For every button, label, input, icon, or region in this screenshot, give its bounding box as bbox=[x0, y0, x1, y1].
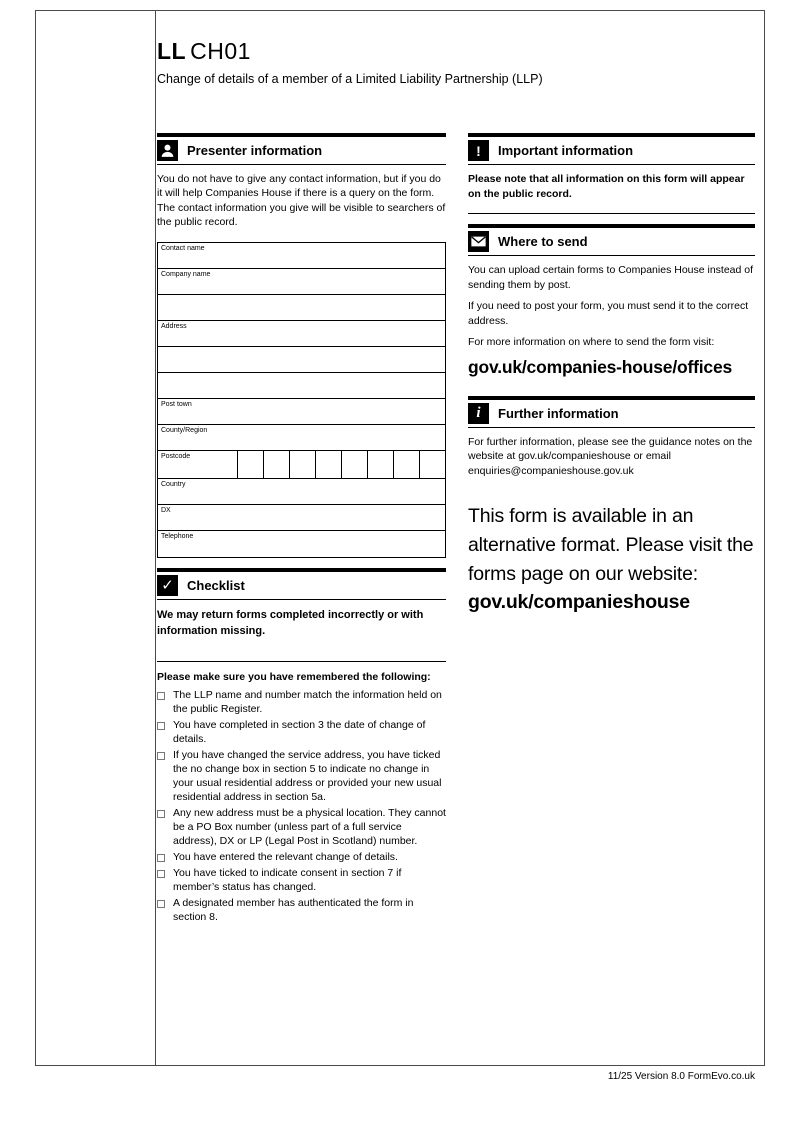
address-field[interactable] bbox=[158, 321, 445, 347]
presenter-fields bbox=[157, 242, 446, 558]
checklist-checkbox[interactable] bbox=[157, 722, 165, 730]
exclamation-icon: ! bbox=[468, 140, 489, 161]
field-label: Postcode bbox=[161, 452, 191, 460]
envelope-icon bbox=[468, 231, 489, 252]
county-region-field[interactable] bbox=[158, 425, 445, 451]
postcode-boxes bbox=[237, 451, 445, 478]
address-line-2-field[interactable] bbox=[158, 347, 445, 373]
postcode-char-box[interactable] bbox=[367, 451, 393, 478]
postcode-char-box[interactable] bbox=[237, 451, 263, 478]
important-note: Please note that all information on this form will appear on the public record. bbox=[468, 173, 745, 200]
checklist-item bbox=[157, 807, 446, 849]
where-to-send-paragraph: For more information on where to send the form visit: bbox=[468, 336, 715, 349]
checklist-item bbox=[157, 689, 446, 717]
field-label: Address bbox=[161, 322, 187, 330]
postcode-char-box[interactable] bbox=[393, 451, 419, 478]
where-to-send-section bbox=[468, 224, 755, 377]
address-line-3-field[interactable] bbox=[158, 373, 445, 399]
checklist-item-text: The LLP name and number match the information held on the public Register. bbox=[173, 689, 442, 716]
checklist-checkbox[interactable] bbox=[157, 692, 165, 700]
section-underline bbox=[157, 164, 446, 165]
person-icon bbox=[157, 140, 178, 161]
form-code-number: CH01 bbox=[190, 38, 251, 64]
left-column bbox=[157, 133, 446, 927]
section-underline bbox=[468, 164, 755, 165]
footer-version: 11/25 Version 8.0 FormEvo.co.uk bbox=[607, 1071, 755, 1082]
section-underline bbox=[468, 427, 755, 428]
form-title: Change of details of a member of a Limited Liability Partnership (LLP) bbox=[157, 72, 543, 86]
checklist-warning: We may return forms completed incorrectly or with information missing. bbox=[157, 608, 424, 637]
country-field[interactable] bbox=[158, 479, 445, 505]
checklist-checkbox[interactable] bbox=[157, 870, 165, 878]
postcode-char-box[interactable] bbox=[315, 451, 341, 478]
form-code bbox=[157, 38, 717, 65]
presenter-information-section bbox=[157, 133, 446, 558]
telephone-field[interactable] bbox=[158, 531, 445, 557]
post-town-field[interactable] bbox=[158, 399, 445, 425]
field-label: Company name bbox=[161, 270, 211, 278]
where-to-send-paragraph: If you need to post your form, you must send it to the correct address. bbox=[468, 300, 749, 327]
checklist-checkbox[interactable] bbox=[157, 810, 165, 818]
field-label: Country bbox=[161, 480, 186, 488]
field-label: County/Region bbox=[161, 426, 208, 434]
form-code-prefix: LL bbox=[157, 38, 187, 64]
checklist-item-text: Any new address must be a physical location. They cannot be a PO Box number (unless part of a full service address), DX or LP (Legal Post in Scotland) number. bbox=[173, 806, 446, 847]
checklist-divider bbox=[157, 661, 446, 662]
company-name-continued-field[interactable] bbox=[158, 295, 445, 321]
checklist-item bbox=[157, 851, 446, 865]
checklist-section bbox=[157, 568, 446, 925]
field-label: Post town bbox=[161, 400, 192, 408]
important-section-header bbox=[468, 137, 755, 164]
field-label: DX bbox=[161, 506, 171, 514]
section-title: Where to send bbox=[498, 234, 588, 250]
checklist-checkbox[interactable] bbox=[157, 752, 165, 760]
postcode-char-box[interactable] bbox=[341, 451, 367, 478]
checklist-item bbox=[157, 749, 446, 805]
right-column bbox=[468, 133, 755, 617]
checklist-item-text: If you have changed the service address, you have ticked the no change box in section 5 to indicate no change in your usual residential address or provided your new usual residential address in section 5a. bbox=[173, 749, 442, 803]
further-information-paragraph: For further information, please see the guidance notes on the website at gov.uk/companieshouse or email enquiries@companieshouse.gov.uk bbox=[468, 435, 753, 477]
field-label: Contact name bbox=[161, 244, 205, 252]
presenter-intro: You do not have to give any contact information, but if you do it will help Companies House if there is a query on the form. The contact information you give will be visible to searchers of the public record. bbox=[157, 173, 446, 229]
dx-field[interactable] bbox=[158, 505, 445, 531]
offices-url: gov.uk/companies-house/offices bbox=[468, 356, 733, 377]
checklist-item bbox=[157, 867, 446, 895]
postcode-char-box[interactable] bbox=[263, 451, 289, 478]
section-title: Important information bbox=[498, 143, 634, 158]
info-icon: i bbox=[468, 403, 489, 424]
form-header bbox=[157, 38, 717, 86]
important-information-section bbox=[468, 133, 755, 214]
section-title: Further information bbox=[498, 405, 619, 421]
checklist-section-header bbox=[157, 572, 446, 599]
checklist-instruction: Please make sure you have remembered the following: bbox=[157, 671, 431, 684]
checklist-item-text: You have completed in section 3 the date of change of details. bbox=[173, 719, 426, 746]
checklist-item bbox=[157, 719, 446, 747]
field-label: Telephone bbox=[161, 532, 194, 540]
alternative-format-text: This form is available in an alternative format. Please visit the forms page on our website: bbox=[468, 505, 754, 585]
further-information-section-header bbox=[468, 400, 755, 427]
important-divider bbox=[468, 213, 755, 214]
where-to-send-paragraph: You can upload certain forms to Companies House instead of sending them by post. bbox=[468, 264, 754, 291]
postcode-char-box[interactable] bbox=[289, 451, 315, 478]
section-title: Presenter information bbox=[187, 143, 323, 158]
section-underline bbox=[468, 255, 755, 256]
section-underline bbox=[157, 599, 446, 600]
where-to-send-section-header bbox=[468, 228, 755, 255]
checklist-checkbox[interactable] bbox=[157, 854, 165, 862]
alternative-format-notice bbox=[468, 502, 755, 617]
check-icon: ✓ bbox=[157, 575, 178, 596]
contact-name-field[interactable] bbox=[158, 243, 445, 269]
checklist-item-text: You have ticked to indicate consent in section 7 if member’s status has changed. bbox=[173, 866, 402, 893]
checklist-item-text: A designated member has authenticated the form in section 8. bbox=[173, 896, 414, 923]
section-title: Checklist bbox=[187, 577, 245, 593]
companieshouse-url: gov.uk/companieshouse bbox=[468, 591, 690, 614]
postcode-char-box[interactable] bbox=[419, 451, 445, 478]
further-information-section bbox=[468, 396, 755, 617]
postcode-field[interactable] bbox=[158, 451, 445, 479]
checklist-checkbox[interactable] bbox=[157, 900, 165, 908]
checklist-item-text: You have entered the relevant change of details. bbox=[173, 850, 398, 863]
presenter-section-header bbox=[157, 137, 446, 164]
checklist-item bbox=[157, 897, 446, 925]
company-name-field[interactable] bbox=[158, 269, 445, 295]
left-margin-rule bbox=[155, 10, 156, 1066]
